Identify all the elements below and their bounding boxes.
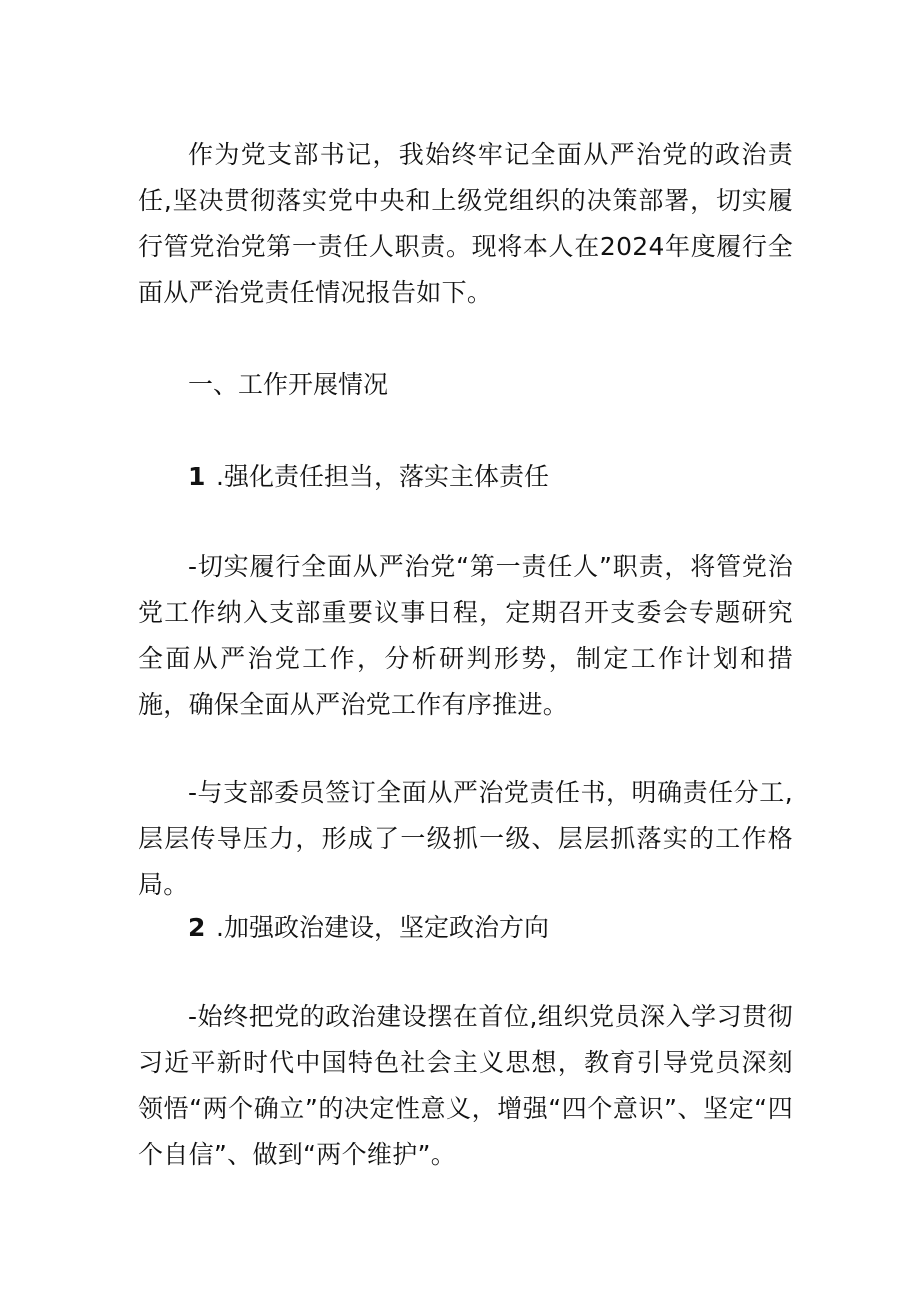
subsection-title: .强化责任担当，落实主体责任 xyxy=(216,462,549,491)
bullet-paragraph: -始终把党的政治建设摆在首位,组织党员深入学习贯彻习近平新时代中国特色社会主义思想，教育引导党员深刻领悟“两个确立”的决定性意义，增强“四个意识”、坚定“四个自信”、做到“两个维护”。 xyxy=(138,1002,793,1169)
subsection-number: 2 xyxy=(188,913,206,942)
bullet-paragraph: -与支部委员签订全面从严治党责任书，明确责任分工,层层传导压力，形成了一级抓一级、层层抓落实的工作格局。 xyxy=(138,778,793,899)
subsection-number: 1 xyxy=(188,462,206,491)
bullet-paragraph: -切实履行全面从严治党“第一责任人”职责，将管党治党工作纳入支部重要议事日程，定期召开支委会专题研究全面从严治党工作，分析研判形势，制定工作计划和措施，确保全面从严治党工作有序推进。 xyxy=(138,552,793,719)
subsection-heading-1 xyxy=(188,454,549,500)
section-heading: 一、工作开展情况 xyxy=(188,370,389,399)
subsection-heading-2 xyxy=(188,905,549,951)
subsection-title: .加强政治建设，坚定政治方向 xyxy=(216,913,549,942)
intro-paragraph: 作为党支部书记，我始终牢记全面从严治党的政治责任,坚决贯彻落实党中央和上级党组织的决策部署，切实履行管党治党第一责任人职责。现将本人在2024年度履行全面从严治党责任情况报告如下。 xyxy=(138,140,793,307)
